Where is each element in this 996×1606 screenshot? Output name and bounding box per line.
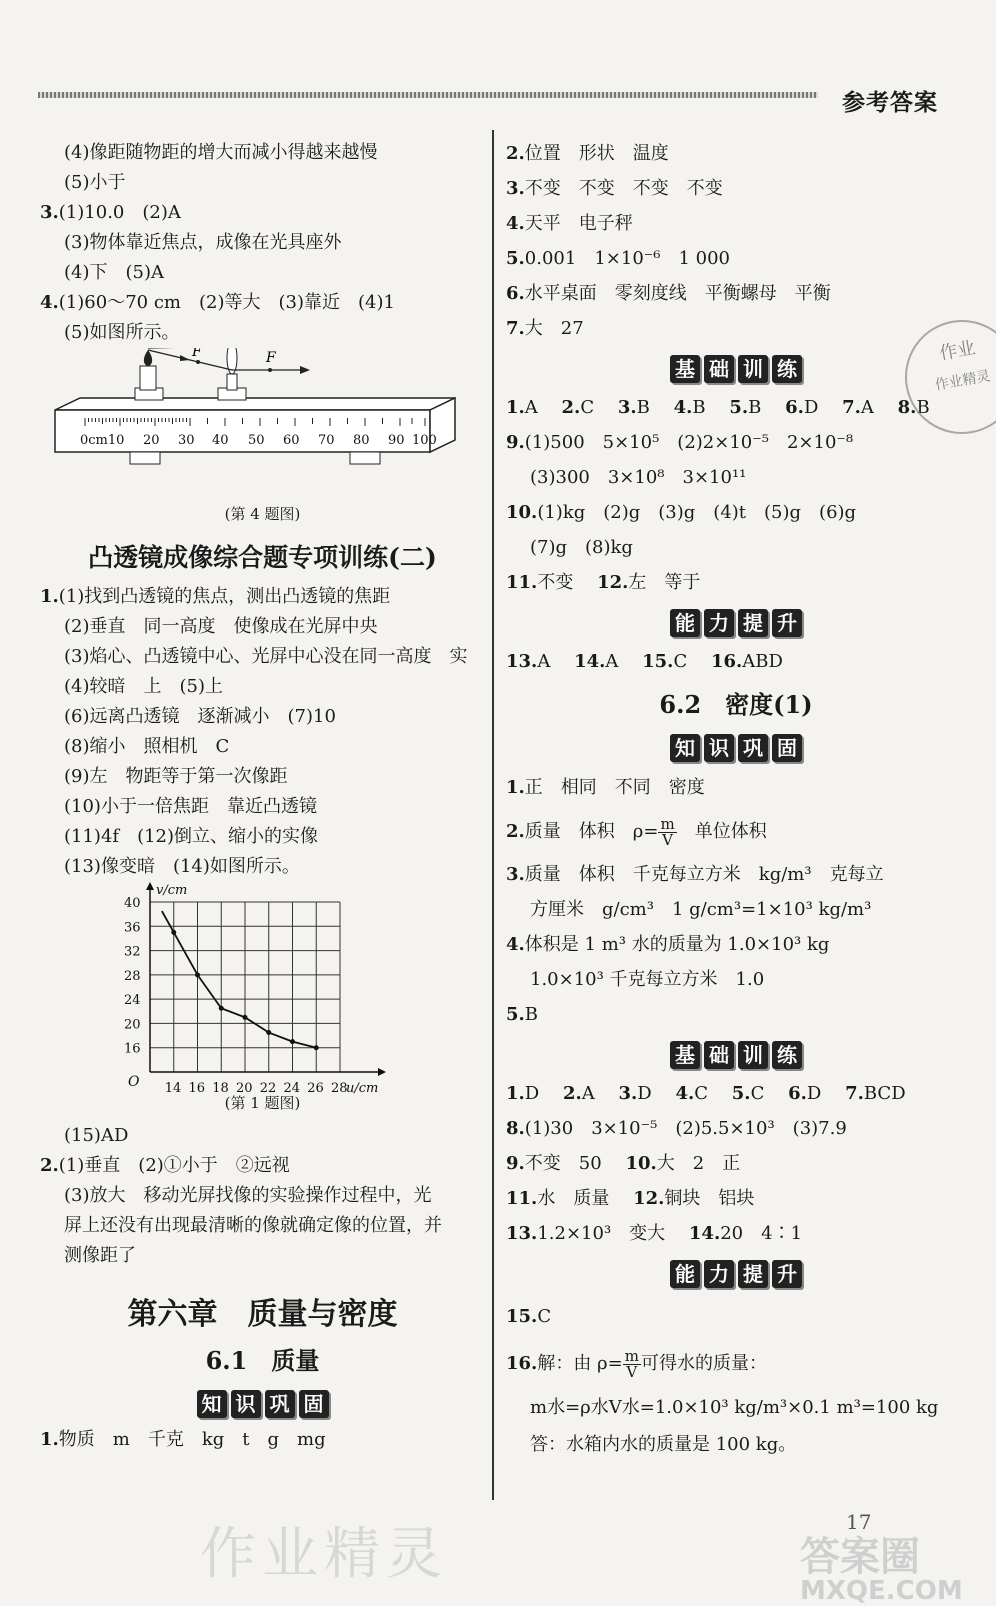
answer-line: (8)缩小 照相机 C bbox=[64, 736, 230, 757]
answer-text: A bbox=[537, 651, 569, 672]
answer-row bbox=[506, 807, 966, 857]
focal-point bbox=[196, 360, 200, 364]
answer-line: 屏上还没有出现最清晰的像就确定像的位置，并 bbox=[64, 1215, 442, 1236]
answer-text: B bbox=[636, 397, 668, 418]
candle-flame bbox=[144, 350, 152, 366]
answer-row bbox=[506, 241, 966, 276]
answer-row bbox=[506, 565, 966, 600]
answer-text: (1)找到凸透镜的焦点，测出凸透镜的焦距 bbox=[58, 586, 391, 607]
answer-text: 不变 50 bbox=[524, 1153, 620, 1174]
answer-row bbox=[506, 1146, 966, 1181]
answer-text: 解：由 ρ= bbox=[537, 1353, 623, 1374]
column-divider bbox=[492, 130, 494, 1500]
answer-row bbox=[506, 857, 966, 892]
question-number: 3. bbox=[506, 178, 525, 199]
answer-row bbox=[506, 276, 966, 311]
answer-text: C bbox=[750, 1083, 783, 1104]
answer-line: (9)左 物距等于第一次像距 bbox=[64, 766, 288, 787]
lens-post bbox=[227, 374, 237, 390]
data-curve bbox=[162, 911, 316, 1048]
banner-char: 训 bbox=[738, 355, 768, 383]
answer-text: 体积是 1 m³ 水的质量为 1.0×10³ kg bbox=[524, 934, 830, 955]
banner-char: 升 bbox=[772, 609, 802, 637]
question-number: 12. bbox=[597, 572, 629, 593]
candle bbox=[140, 366, 156, 390]
answer-text: D bbox=[803, 397, 837, 418]
answer-text: 水 质量 bbox=[537, 1188, 628, 1209]
answer-text: B bbox=[524, 1004, 539, 1025]
answer-text: 质量 体积 ρ= bbox=[524, 821, 659, 842]
page-number: 17 bbox=[846, 1510, 872, 1534]
banner-char: 基 bbox=[670, 1041, 700, 1069]
data-point bbox=[171, 930, 176, 935]
question-number: 4. bbox=[673, 397, 693, 418]
banner-char: 巩 bbox=[265, 1390, 295, 1418]
answer-text: C bbox=[673, 651, 706, 672]
x-tick-label: 14 bbox=[164, 1081, 182, 1096]
x-tick-label: 18 bbox=[212, 1081, 229, 1096]
answer-text: 大 27 bbox=[524, 318, 584, 339]
question-number: 12. bbox=[633, 1188, 665, 1209]
answer-line: (3)300 3×10⁸ 3×10¹¹ bbox=[530, 467, 747, 488]
answer-line: (13)像变暗 (14)如图所示。 bbox=[64, 856, 300, 877]
left-column bbox=[40, 138, 485, 1455]
figure-caption: (第 4 题图) bbox=[224, 505, 301, 523]
question-number: 5. bbox=[729, 397, 749, 418]
banner-char: 础 bbox=[704, 1041, 734, 1069]
answer-row bbox=[506, 136, 966, 171]
answer-line: 1.0×10³ 千克每立方米 1.0 bbox=[530, 969, 765, 990]
answer-row bbox=[506, 1111, 966, 1146]
question-number: 15. bbox=[506, 1306, 538, 1327]
banner-char: 基 bbox=[670, 355, 700, 383]
focal-point bbox=[268, 368, 272, 372]
question-number: 4. bbox=[506, 213, 525, 234]
section-title: 6.1 质量 bbox=[205, 1346, 320, 1375]
answer-row bbox=[506, 644, 966, 679]
figure-caption: (第 1 题图) bbox=[224, 1094, 301, 1112]
answer-row bbox=[506, 425, 966, 460]
answer-text: C bbox=[580, 397, 613, 418]
answer-text: 位置 形状 温度 bbox=[524, 143, 669, 164]
answer-text: ABD bbox=[742, 651, 783, 672]
density-fraction bbox=[658, 814, 676, 849]
question-number: 9. bbox=[506, 1153, 525, 1174]
answer-line: (5)小于 bbox=[64, 172, 126, 193]
scale-label: 80 bbox=[353, 433, 370, 448]
data-point bbox=[195, 972, 200, 977]
question-number: 6. bbox=[506, 283, 525, 304]
y-axis-arrow bbox=[146, 882, 154, 890]
x-tick-label: 26 bbox=[307, 1081, 324, 1096]
banner-char: 升 bbox=[772, 1260, 802, 1288]
banner-char: 训 bbox=[738, 1041, 768, 1069]
question-number: 15. bbox=[642, 651, 674, 672]
answer-line: (3)物体靠近焦点，成像在光具座外 bbox=[64, 232, 342, 253]
scale-label: 40 bbox=[212, 433, 229, 448]
uv-chart-svg bbox=[40, 882, 485, 1097]
banner-char: 力 bbox=[704, 609, 734, 637]
y-tick-label: 24 bbox=[124, 993, 141, 1009]
ray-arrow bbox=[300, 366, 310, 374]
answer-row bbox=[506, 1076, 966, 1111]
question-number: 13. bbox=[506, 1223, 538, 1244]
banner-improve bbox=[506, 602, 966, 642]
answer-row bbox=[506, 927, 966, 962]
answer-text: (1)60～70 cm (2)等大 (3)靠近 (4)1 bbox=[58, 292, 395, 313]
question-4 bbox=[40, 288, 485, 318]
question-number: 2. bbox=[40, 1155, 59, 1176]
banner-char: 能 bbox=[670, 1260, 700, 1288]
scale-label: 60 bbox=[283, 433, 300, 448]
answer-text: A bbox=[605, 651, 637, 672]
question-number: 5. bbox=[731, 1083, 751, 1104]
fraction-numerator: m bbox=[624, 1346, 639, 1365]
answer-text: 1.2×10³ 变大 bbox=[537, 1223, 684, 1244]
answer-line: 答：水箱内水的质量是 100 kg。 bbox=[530, 1434, 797, 1455]
bench-foot bbox=[130, 452, 160, 464]
banner-char: 练 bbox=[772, 1041, 802, 1069]
answer-line: (11)4f (12)倒立、缩小的实像 bbox=[64, 826, 319, 847]
stamp-text: 作业 bbox=[937, 337, 977, 365]
scale-label: 100 bbox=[412, 433, 437, 448]
y-axis-label: v/cm bbox=[156, 883, 188, 898]
answer-row bbox=[506, 769, 966, 807]
banner-char: 提 bbox=[738, 1260, 768, 1288]
question-number: 10. bbox=[625, 1153, 657, 1174]
fraction-denominator: V bbox=[662, 830, 673, 849]
y-tick-label: 32 bbox=[124, 944, 141, 960]
answer-row bbox=[506, 390, 966, 425]
question-number: 11. bbox=[506, 1188, 538, 1209]
question-number: 1. bbox=[506, 397, 525, 418]
question-number: 2. bbox=[506, 821, 525, 842]
question-number: 16. bbox=[506, 1353, 538, 1374]
question-number: 3. bbox=[506, 864, 525, 885]
chapter-title: 第六章 质量与密度 bbox=[127, 1297, 398, 1332]
y-tick-label: 28 bbox=[124, 968, 141, 984]
answer-text: 可得水的质量： bbox=[640, 1353, 767, 1374]
answer-line: (3)放大 移动光屏找像的实验操作过程中，光 bbox=[64, 1185, 432, 1206]
question-number: 5. bbox=[506, 1004, 525, 1025]
answer-line: (3)焰心、凸透镜中心、光屏中心没在同一高度 实 bbox=[64, 646, 468, 667]
x-axis-arrow bbox=[378, 1068, 386, 1076]
scale-label: 30 bbox=[178, 433, 195, 448]
fraction-numerator: m bbox=[660, 814, 675, 833]
answer-line: (4)下 (5)A bbox=[64, 262, 164, 283]
answer-line: (4)像距随物距的增大而减小得越来越慢 bbox=[64, 142, 378, 163]
focal-label: F bbox=[192, 348, 202, 360]
answer-line: 测像距了 bbox=[64, 1245, 136, 1266]
question-number: 8. bbox=[506, 1118, 525, 1139]
banner-char: 知 bbox=[197, 1390, 227, 1418]
answer-row bbox=[506, 1339, 966, 1389]
answer-text: (1)kg (2)g (3)g (4)t (5)g (6)g bbox=[537, 502, 857, 523]
scale-label: 70 bbox=[318, 433, 335, 448]
answer-text: D bbox=[524, 1083, 558, 1104]
question-number: 7. bbox=[845, 1083, 864, 1104]
answer-line: (6)远离凸透镜 逐渐减小 (7)10 bbox=[64, 706, 336, 727]
answer-text: 正 相同 不同 密度 bbox=[524, 777, 705, 798]
answer-text: (1)10.0 (2)A bbox=[58, 202, 181, 223]
answer-line: m水=ρ水V水=1.0×10³ kg/m³×0.1 m³=100 kg bbox=[530, 1397, 939, 1418]
stamp-text: 作业精灵 bbox=[933, 368, 992, 394]
answer-text: BCD bbox=[863, 1083, 906, 1104]
answer-row bbox=[506, 206, 966, 241]
watermark-text: 答案圈 bbox=[800, 1534, 920, 1580]
question-number: 2. bbox=[506, 143, 525, 164]
answer-line: (2)垂直 同一高度 使像成在光屏中央 bbox=[64, 616, 378, 637]
banner-knowledge bbox=[40, 1383, 485, 1423]
optical-bench-figure bbox=[40, 348, 485, 498]
answer-row bbox=[506, 1216, 966, 1251]
y-tick-label: 36 bbox=[124, 920, 141, 936]
answer-text: C bbox=[694, 1083, 727, 1104]
answer-text: 20 4∶1 bbox=[720, 1223, 803, 1244]
ray-arrow bbox=[180, 355, 190, 361]
answer-row bbox=[506, 997, 966, 1032]
x-tick-label: 16 bbox=[188, 1081, 206, 1096]
question-number: 1. bbox=[506, 777, 525, 798]
data-point bbox=[290, 1039, 295, 1044]
question-number: 5. bbox=[506, 248, 525, 269]
answer-text: (1)垂直 (2)①小于 ②远视 bbox=[58, 1155, 290, 1176]
density-fraction bbox=[623, 1346, 641, 1381]
question-number: 3. bbox=[618, 1083, 638, 1104]
question-number: 11. bbox=[506, 572, 538, 593]
answer-text: D bbox=[806, 1083, 840, 1104]
answer-line: (10)小于一倍焦距 靠近凸透镜 bbox=[64, 796, 317, 817]
banner-char: 巩 bbox=[738, 734, 768, 762]
banner-knowledge bbox=[506, 727, 966, 767]
answer-text: D bbox=[637, 1083, 670, 1104]
question-number: 3. bbox=[617, 397, 637, 418]
banner-char: 知 bbox=[670, 734, 700, 762]
answer-text: 铜块 铝块 bbox=[664, 1188, 755, 1209]
header-rule bbox=[38, 92, 818, 98]
question-1 bbox=[40, 1425, 485, 1455]
right-column bbox=[506, 136, 966, 1462]
scale-label: 90 bbox=[388, 433, 405, 448]
page-title: 参考答案 bbox=[842, 89, 938, 116]
question-number: 10. bbox=[506, 502, 538, 523]
banner-char: 固 bbox=[299, 1390, 329, 1418]
banner-basic bbox=[506, 348, 966, 388]
x-tick-label: 24 bbox=[283, 1081, 301, 1096]
y-tick-label: 16 bbox=[124, 1041, 141, 1057]
x-tick-label: 20 bbox=[236, 1081, 253, 1096]
watermark-url: MXQE.COM bbox=[800, 1576, 963, 1606]
y-tick-label: 40 bbox=[124, 896, 141, 911]
scale-label: 50 bbox=[248, 433, 265, 448]
banner-char: 固 bbox=[772, 734, 802, 762]
banner-char: 提 bbox=[738, 609, 768, 637]
x-tick-label: 28 bbox=[331, 1081, 348, 1096]
question-2 bbox=[40, 1151, 485, 1181]
fraction-denominator: V bbox=[626, 1362, 638, 1381]
answer-text: 左 等于 bbox=[628, 572, 701, 593]
answer-text: C bbox=[537, 1306, 552, 1327]
answer-row bbox=[506, 311, 966, 346]
question-number: 6. bbox=[788, 1083, 807, 1104]
answer-row bbox=[506, 495, 966, 530]
banner-char: 力 bbox=[704, 1260, 734, 1288]
answer-line: (7)g (8)kg bbox=[530, 537, 633, 558]
question-number: 4. bbox=[675, 1083, 695, 1104]
answer-line: (15)AD bbox=[64, 1125, 129, 1146]
question-number: 2. bbox=[562, 1083, 582, 1104]
section-heading: 凸透镜成像综合题专项训练(二) bbox=[88, 543, 437, 572]
answer-text: A bbox=[524, 397, 556, 418]
question-number: 7. bbox=[506, 318, 525, 339]
data-point bbox=[314, 1045, 319, 1050]
question-number: 1. bbox=[506, 1083, 525, 1104]
data-point bbox=[219, 1006, 224, 1011]
data-point bbox=[266, 1030, 271, 1035]
question-3 bbox=[40, 198, 485, 228]
answer-text: (1)500 5×10⁵ (2)2×10⁻⁵ 2×10⁻⁸ bbox=[524, 432, 854, 453]
optical-bench-diagram bbox=[40, 348, 485, 498]
scale-label: 20 bbox=[143, 433, 160, 448]
answer-row bbox=[506, 1295, 966, 1339]
question-number: 1. bbox=[40, 1429, 59, 1450]
question-number: 14. bbox=[574, 651, 606, 672]
answer-text: 0.001 1×10⁻⁶ 1 000 bbox=[524, 248, 731, 269]
uv-chart bbox=[40, 882, 485, 1097]
answer-text: B bbox=[692, 397, 724, 418]
watermark: 作业精灵 bbox=[200, 1522, 448, 1587]
x-axis-label: u/cm bbox=[346, 1081, 379, 1096]
question-number: 3. bbox=[40, 202, 59, 223]
answer-line: 方厘米 g/cm³ 1 g/cm³=1×10³ kg/m³ bbox=[530, 899, 872, 920]
question-number: 2. bbox=[561, 397, 581, 418]
question-number: 4. bbox=[40, 292, 59, 313]
banner-char: 识 bbox=[231, 1390, 261, 1418]
question-1 bbox=[40, 582, 485, 612]
y-tick-label: 20 bbox=[124, 1017, 141, 1033]
answer-text: A bbox=[581, 1083, 613, 1104]
answer-text: 天平 电子秤 bbox=[524, 213, 633, 234]
question-number: 8. bbox=[897, 397, 917, 418]
answer-text: A bbox=[860, 397, 892, 418]
banner-char: 识 bbox=[704, 734, 734, 762]
answer-text: 物质 m 千克 kg t g mg bbox=[58, 1429, 326, 1450]
scale-label: 0cm10 bbox=[80, 433, 125, 448]
banner-char: 能 bbox=[670, 609, 700, 637]
answer-line: (5)如图所示。 bbox=[64, 322, 180, 343]
banner-char: 练 bbox=[772, 355, 802, 383]
answer-text: 质量 体积 千克每立方米 kg/m³ 克每立 bbox=[524, 864, 884, 885]
banner-char: 础 bbox=[704, 355, 734, 383]
question-number: 9. bbox=[506, 432, 525, 453]
answer-text: 单位体积 bbox=[676, 821, 767, 842]
answer-row bbox=[506, 1181, 966, 1216]
bench-foot bbox=[350, 452, 380, 464]
answer-line: (4)较暗 上 (5)上 bbox=[64, 676, 223, 697]
answer-row bbox=[506, 171, 966, 206]
question-number: 4. bbox=[506, 934, 525, 955]
watermark bbox=[800, 1525, 963, 1606]
answer-text: 水平桌面 零刻度线 平衡螺母 平衡 bbox=[524, 283, 831, 304]
data-point bbox=[243, 1015, 248, 1020]
question-number: 13. bbox=[506, 651, 538, 672]
question-number: 14. bbox=[688, 1223, 721, 1244]
answer-text: 不变 不变 不变 不变 bbox=[524, 178, 723, 199]
origin-label: O bbox=[128, 1074, 140, 1090]
focal-label: F bbox=[266, 350, 276, 366]
answer-text: 大 2 正 bbox=[656, 1153, 741, 1174]
banner-basic bbox=[506, 1034, 966, 1074]
answer-text: (1)30 3×10⁻⁵ (2)5.5×10³ (3)7.9 bbox=[524, 1118, 847, 1139]
answer-text: 不变 bbox=[537, 572, 592, 593]
question-number: 16. bbox=[710, 651, 743, 672]
section-title: 6.2 密度(1) bbox=[659, 690, 813, 719]
question-number: 6. bbox=[785, 397, 804, 418]
x-tick-label: 22 bbox=[259, 1081, 277, 1096]
question-number: 1. bbox=[40, 586, 59, 607]
answer-text: B bbox=[748, 397, 780, 418]
question-number: 7. bbox=[842, 397, 861, 418]
answer-text: B bbox=[916, 397, 930, 418]
banner-improve bbox=[506, 1253, 966, 1293]
